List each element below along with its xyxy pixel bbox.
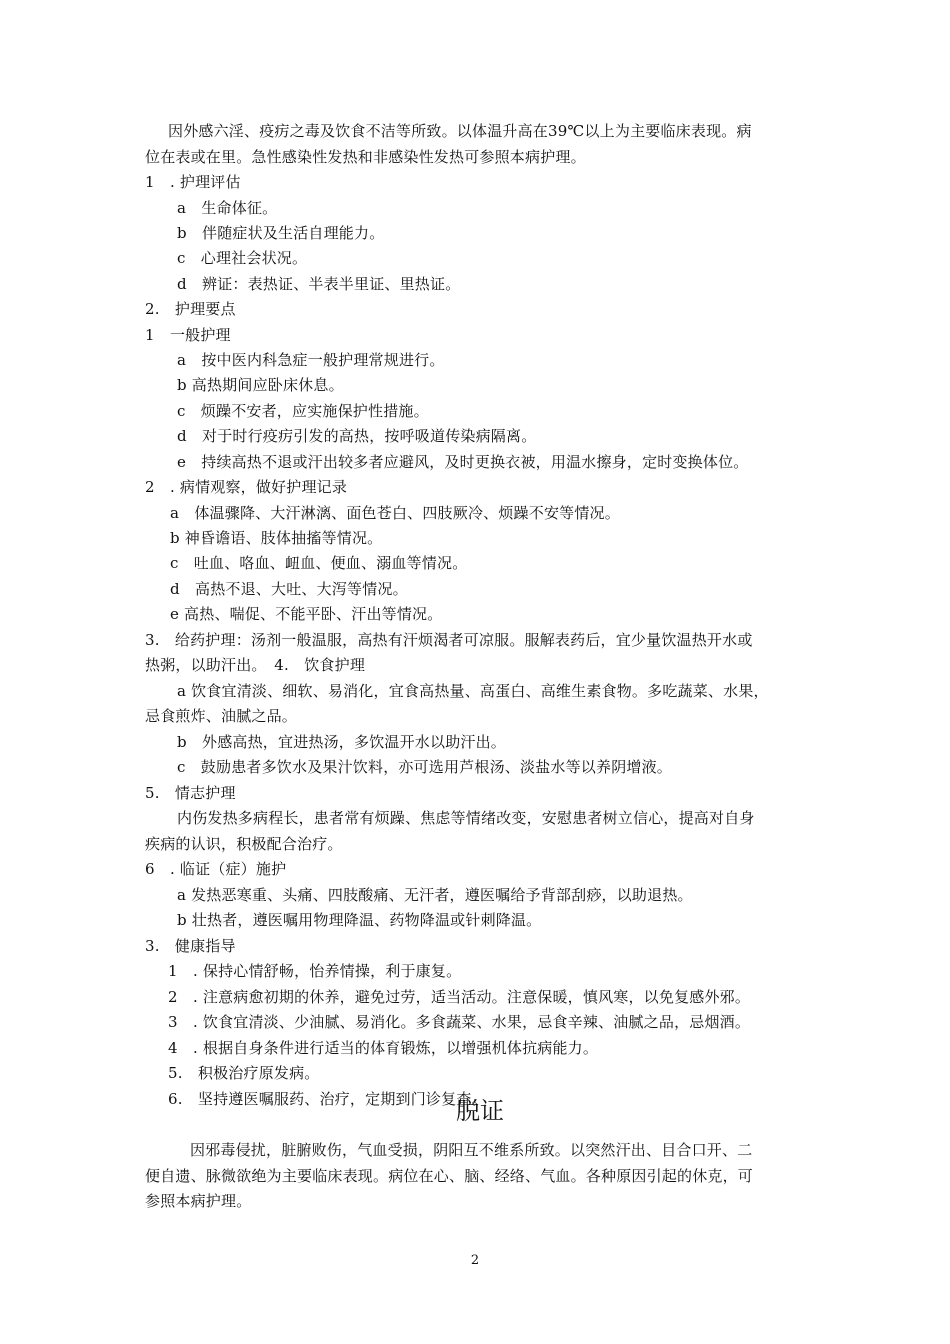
assessment-item-c: c 心理社会状况。	[177, 249, 308, 267]
symptom-care-item-a: a 发热恶寒重、头痛、四肢酸痛、无汗者，遵医嘱给予背部刮痧，以助退热。	[177, 886, 693, 904]
symptom-care-heading: 6 . 临证（症）施护	[145, 860, 287, 878]
diet-item-b: b 外感高热，宜进热汤，多饮温开水以助汗出。	[177, 733, 507, 751]
collapse-section-title: 脱证	[456, 1097, 504, 1125]
emotion-heading: 5. 情志护理	[145, 784, 236, 802]
health-item-5: 5. 积极治疗原发病。	[168, 1064, 320, 1082]
key-points-heading: 2. 护理要点	[145, 300, 236, 318]
observation-item-d: d 高热不退、大吐、大泻等情况。	[170, 580, 408, 598]
general-care-heading: 1 一般护理	[145, 326, 231, 344]
observation-item-e: e 高热、喘促、不能平卧、汗出等情况。	[170, 605, 443, 623]
diet-item-a-line-1: a 饮食宜清淡、细软、易消化，宜食高热量、高蛋白、高维生素食物。多吃蔬菜、水果，	[177, 682, 769, 700]
general-care-item-d: d 对于时行疫疠引发的高热，按呼吸道传染病隔离。	[177, 427, 537, 445]
health-item-4: 4 . 根据自身条件进行适当的体育锻炼，以增强机体抗病能力。	[168, 1039, 599, 1057]
diet-item-c: c 鼓励患者多饮水及果汁饮料，亦可选用芦根汤、淡盐水等以养阴增液。	[177, 758, 673, 776]
assessment-item-b: b 伴随症状及生活自理能力。	[177, 224, 385, 242]
general-care-item-e: e 持续高热不退或汗出较多者应避风，及时更换衣被，用温水擦身，定时变换体位。	[177, 453, 749, 471]
collapse-intro-line-2: 便自遗、脉微欲绝为主要临床表现。病位在心、脑、经络、气血。各种原因引起的休克，可	[145, 1167, 754, 1185]
symptom-care-item-b: b 壮热者，遵医嘱用物理降温、药物降温或针刺降温。	[177, 911, 542, 929]
observation-item-c: c 吐血、咯血、衄血、便血、溺血等情况。	[170, 554, 468, 572]
assessment-item-a: a 生命体征。	[177, 199, 278, 217]
emotion-text-line-2: 疾病的认识，积极配合治疗。	[145, 835, 343, 853]
observation-item-a: a 体温骤降、大汗淋漓、面色苍白、四肢厥冷、烦躁不安等情况。	[170, 504, 620, 522]
health-item-1: 1 . 保持心情舒畅，怡养情操，利于康复。	[168, 962, 462, 980]
health-item-2: 2 . 注意病愈初期的休养，避免过劳，适当活动。注意保暖，慎风寒，以免复感外邪。	[168, 988, 751, 1006]
fever-intro-line-2: 位在表或在里。急性感染性发热和非感染性发热可参照本病护理。	[145, 148, 586, 166]
fever-intro-line-1: 因外感六淫、疫疠之毒及饮食不洁等所致。以体温升高在39℃以上为主要临床表现。病	[168, 122, 752, 140]
health-item-6: 6. 坚持遵医嘱服药、治疗，定期到门诊复查。	[168, 1090, 487, 1108]
collapse-intro-line-1: 因邪毒侵扰，脏腑败伤，气血受损，阴阳互不维系所致。以突然汗出、目合口开、二	[190, 1141, 753, 1159]
observation-item-b: b 神昏谵语、肢体抽搐等情况。	[170, 529, 383, 547]
page-number: 2	[470, 1253, 480, 1268]
collapse-intro-line-3: 参照本病护理。	[145, 1192, 252, 1210]
general-care-item-b: b 高热期间应卧床休息。	[177, 376, 344, 394]
general-care-item-c: c 烦躁不安者，应实施保护性措施。	[177, 402, 429, 420]
medication-line-2: 热粥，以助汗出。 4. 饮食护理	[145, 656, 366, 674]
assessment-heading: 1 . 护理评估	[145, 173, 241, 191]
diet-item-a-line-2: 忌食煎炸、油腻之品。	[145, 707, 298, 725]
medication-line-1: 3. 给药护理：汤剂一般温服，高热有汗烦渴者可凉服。服解表药后，宜少量饮温热开水或	[145, 631, 753, 649]
emotion-text-line-1: 内伤发热多病程长，患者常有烦躁、焦虑等情绪改变，安慰患者树立信心，提高对自身	[177, 809, 755, 827]
assessment-item-d: d 辨证：表热证、半表半里证、里热证。	[177, 275, 461, 293]
observation-heading: 2 . 病情观察，做好护理记录	[145, 478, 348, 496]
general-care-item-a: a 按中医内科急症一般护理常规进行。	[177, 351, 445, 369]
health-heading: 3. 健康指导	[145, 937, 236, 955]
health-item-3: 3 . 饮食宜清淡、少油腻、易消化。多食蔬菜、水果，忌食辛辣、油腻之品，忌烟酒。	[168, 1013, 751, 1031]
